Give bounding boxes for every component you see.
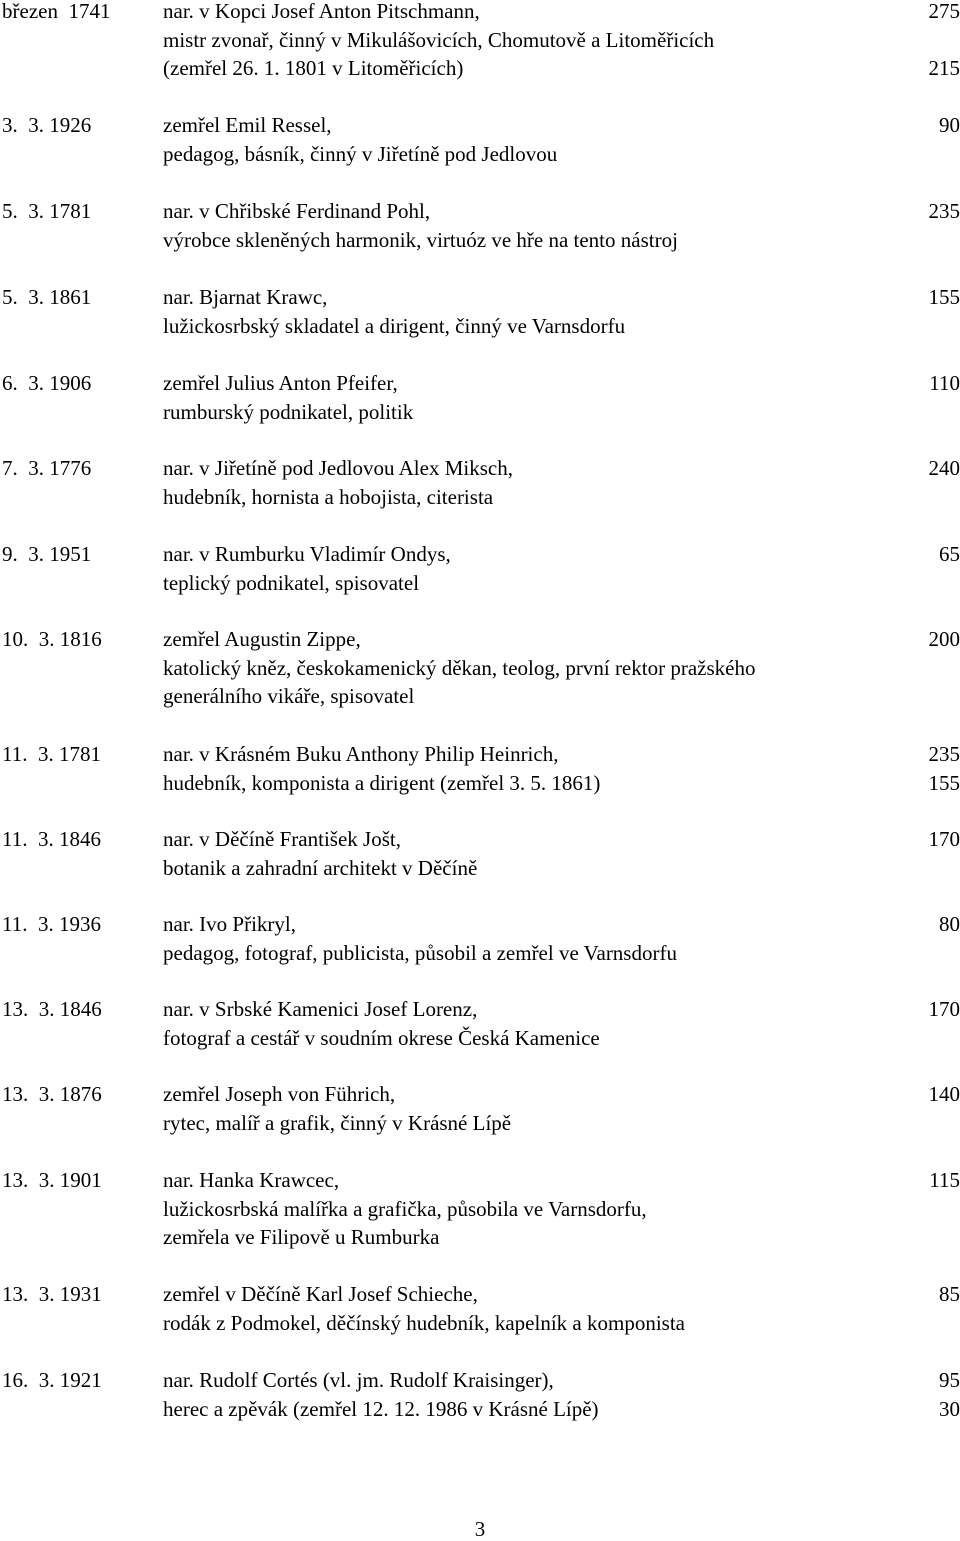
entry-date: 5. 3. 1781 xyxy=(2,199,92,223)
anniversary-number: 200 xyxy=(928,627,960,651)
anniversary-number: 155 xyxy=(928,285,960,309)
entry-anniversary-years xyxy=(890,197,960,254)
entry-text-line: herec a zpěvák (zemřel 12. 12. 1986 v Krásné Lípě) xyxy=(163,1396,599,1421)
entry-text-line: botanik a zahradní architekt v Děčíně xyxy=(163,855,478,880)
entry-text-line: katolický kněz, českokamenický děkan, teolog, první rektor pražského xyxy=(163,655,756,680)
entry-text-line: nar. Rudolf Cortés (vl. jm. Rudolf Kraisinger), xyxy=(163,1368,554,1392)
entry-description xyxy=(163,910,883,967)
entry-description xyxy=(163,197,883,254)
anniversary-number: 85 xyxy=(939,1282,960,1306)
entry-anniversary-years xyxy=(890,1080,960,1137)
entry-text-line: nar. v Srbské Kamenici Josef Lorenz, xyxy=(163,997,478,1021)
entry-text-line: nar. Hanka Krawcec, xyxy=(163,1168,340,1192)
entry-text-line: pedagog, básník, činný v Jiřetíně pod Jedlovou xyxy=(163,141,558,166)
anniversary-number: 30 xyxy=(939,1396,960,1421)
entry-text-line: zemřel Julius Anton Pfeifer, xyxy=(163,371,398,395)
entry-text-line: nar. v Jiřetíně pod Jedlovou Alex Miksch, xyxy=(163,456,513,480)
entry-description xyxy=(163,995,883,1052)
entry-text-line: (zemřel 26. 1. 1801 v Litoměřicích) xyxy=(163,56,464,80)
entry-text-line: nar. v Chřibské Ferdinand Pohl, xyxy=(163,199,431,223)
entry-description xyxy=(163,740,883,797)
entry-description xyxy=(163,369,883,426)
anniversary-number: 275 xyxy=(928,0,960,23)
entry-date: 11. 3. 1846 xyxy=(2,827,101,851)
entry-anniversary-years xyxy=(890,1166,960,1252)
anniversary-number: 65 xyxy=(939,542,960,566)
entry-text-line: lužickosrbský skladatel a dirigent, činný ve Varnsdorfu xyxy=(163,313,626,338)
entry-text-line: mistr zvonař, činný v Mikulášovicích, Chomutově a Litoměřicích xyxy=(163,27,715,52)
entry-description xyxy=(163,283,883,340)
entry-date: 6. 3. 1906 xyxy=(2,371,92,395)
anniversary-number: 155 xyxy=(928,770,960,795)
entry-text-line: rytec, malíř a grafik, činný v Krásné Lípě xyxy=(163,1110,512,1135)
entry-date: 16. 3. 1921 xyxy=(2,1368,102,1392)
entry-text-line: pedagog, fotograf, publicista, působil a zemřel ve Varnsdorfu xyxy=(163,940,677,965)
anniversary-number xyxy=(890,1109,960,1138)
entry-date: 9. 3. 1951 xyxy=(2,542,92,566)
entry-text-line: nar. v Děčíně František Jošt, xyxy=(163,827,401,851)
anniversary-number xyxy=(890,1223,960,1252)
entry-anniversary-years xyxy=(890,111,960,168)
entry-date: 13. 3. 1931 xyxy=(2,1282,102,1306)
entry-date: 5. 3. 1861 xyxy=(2,285,92,309)
anniversary-number xyxy=(890,226,960,255)
anniversary-number xyxy=(890,569,960,598)
entry-description xyxy=(163,0,883,83)
entry-description xyxy=(163,111,883,168)
entry-description xyxy=(163,454,883,511)
entry-anniversary-years xyxy=(890,540,960,597)
anniversary-number xyxy=(890,939,960,968)
page-number: 3 xyxy=(474,1517,486,1541)
entry-date: 11. 3. 1936 xyxy=(2,912,101,936)
entry-anniversary-years xyxy=(890,1280,960,1337)
anniversary-number xyxy=(890,1195,960,1224)
entry-anniversary-years xyxy=(890,1366,960,1423)
entry-text-line: hudebník, komponista a dirigent (zemřel 3. 5. 1861) xyxy=(163,770,601,795)
entry-anniversary-years xyxy=(890,0,960,83)
anniversary-number: 140 xyxy=(928,1082,960,1106)
entry-text-line: nar. v Kopci Josef Anton Pitschmann, xyxy=(163,0,480,23)
anniversary-number: 240 xyxy=(928,456,960,480)
anniversary-number xyxy=(890,682,960,711)
entry-date: 3. 3. 1926 xyxy=(2,113,92,137)
entry-description xyxy=(163,1366,883,1423)
entry-date: 13. 3. 1901 xyxy=(2,1168,102,1192)
entry-text-line: nar. Bjarnat Krawc, xyxy=(163,285,328,309)
entry-text-line: nar. v Rumburku Vladimír Ondys, xyxy=(163,542,451,566)
entry-description xyxy=(163,625,883,711)
entry-text-line: výrobce skleněných harmonik, virtuóz ve hře na tento nástroj xyxy=(163,227,678,252)
entry-text-line: nar. v Krásném Buku Anthony Philip Heinrich, xyxy=(163,742,559,766)
entry-anniversary-years xyxy=(890,625,960,711)
entry-text-line: lužickosrbská malířka a grafička, působila ve Varnsdorfu, xyxy=(163,1196,647,1221)
anniversary-number: 110 xyxy=(929,371,960,395)
entry-text-line: zemřel Augustin Zippe, xyxy=(163,627,361,651)
entry-text-line: hudebník, hornista a hobojista, citerista xyxy=(163,484,494,509)
entry-date: březen 1741 xyxy=(2,0,111,23)
anniversary-number xyxy=(890,398,960,427)
entry-text-line: nar. Ivo Přikryl, xyxy=(163,912,296,936)
entry-text-line: rodák z Podmokel, děčínský hudebník, kapelník a komponista xyxy=(163,1310,685,1335)
anniversary-number xyxy=(890,483,960,512)
anniversary-number: 170 xyxy=(928,997,960,1021)
entry-text-line: zemřel v Děčíně Karl Josef Schieche, xyxy=(163,1282,478,1306)
entry-date: 11. 3. 1781 xyxy=(2,742,101,766)
entry-text-line: zemřela ve Filipově u Rumburka xyxy=(163,1225,440,1249)
entry-date: 13. 3. 1846 xyxy=(2,997,102,1021)
entry-description xyxy=(163,540,883,597)
entry-date: 7. 3. 1776 xyxy=(2,456,92,480)
entry-description xyxy=(163,1080,883,1137)
entry-anniversary-years xyxy=(890,995,960,1052)
entry-text-line: zemřel Joseph von Führich, xyxy=(163,1082,396,1106)
anniversary-number: 215 xyxy=(928,56,960,80)
entry-description xyxy=(163,825,883,882)
anniversary-number xyxy=(890,1309,960,1338)
entry-description xyxy=(163,1280,883,1337)
anniversary-number xyxy=(890,854,960,883)
entry-date: 10. 3. 1816 xyxy=(2,627,102,651)
anniversary-number: 235 xyxy=(928,742,960,766)
entry-date: 13. 3. 1876 xyxy=(2,1082,102,1106)
anniversary-number: 95 xyxy=(939,1368,960,1392)
anniversary-number xyxy=(890,140,960,169)
entry-text-line: rumburský podnikatel, politik xyxy=(163,399,414,424)
anniversary-number: 235 xyxy=(928,199,960,223)
anniversary-number: 80 xyxy=(939,912,960,936)
anniversary-number xyxy=(890,654,960,683)
anniversary-number: 90 xyxy=(939,113,960,137)
entry-text-line: zemřel Emil Ressel, xyxy=(163,113,332,137)
entry-anniversary-years xyxy=(890,740,960,797)
anniversary-number xyxy=(890,1024,960,1053)
anniversary-number xyxy=(890,312,960,341)
entry-description xyxy=(163,1166,883,1252)
entry-anniversary-years xyxy=(890,369,960,426)
anniversary-number: 170 xyxy=(928,827,960,851)
anniversary-number xyxy=(890,26,960,55)
entry-anniversary-years xyxy=(890,454,960,511)
entry-text-line: generálního vikáře, spisovatel xyxy=(163,684,415,708)
entry-anniversary-years xyxy=(890,910,960,967)
anniversary-number: 115 xyxy=(929,1168,960,1192)
entry-text-line: teplický podnikatel, spisovatel xyxy=(163,570,420,595)
entry-anniversary-years xyxy=(890,825,960,882)
entry-text-line: fotograf a cestář v soudním okrese Česká Kamenice xyxy=(163,1025,600,1050)
entry-anniversary-years xyxy=(890,283,960,340)
